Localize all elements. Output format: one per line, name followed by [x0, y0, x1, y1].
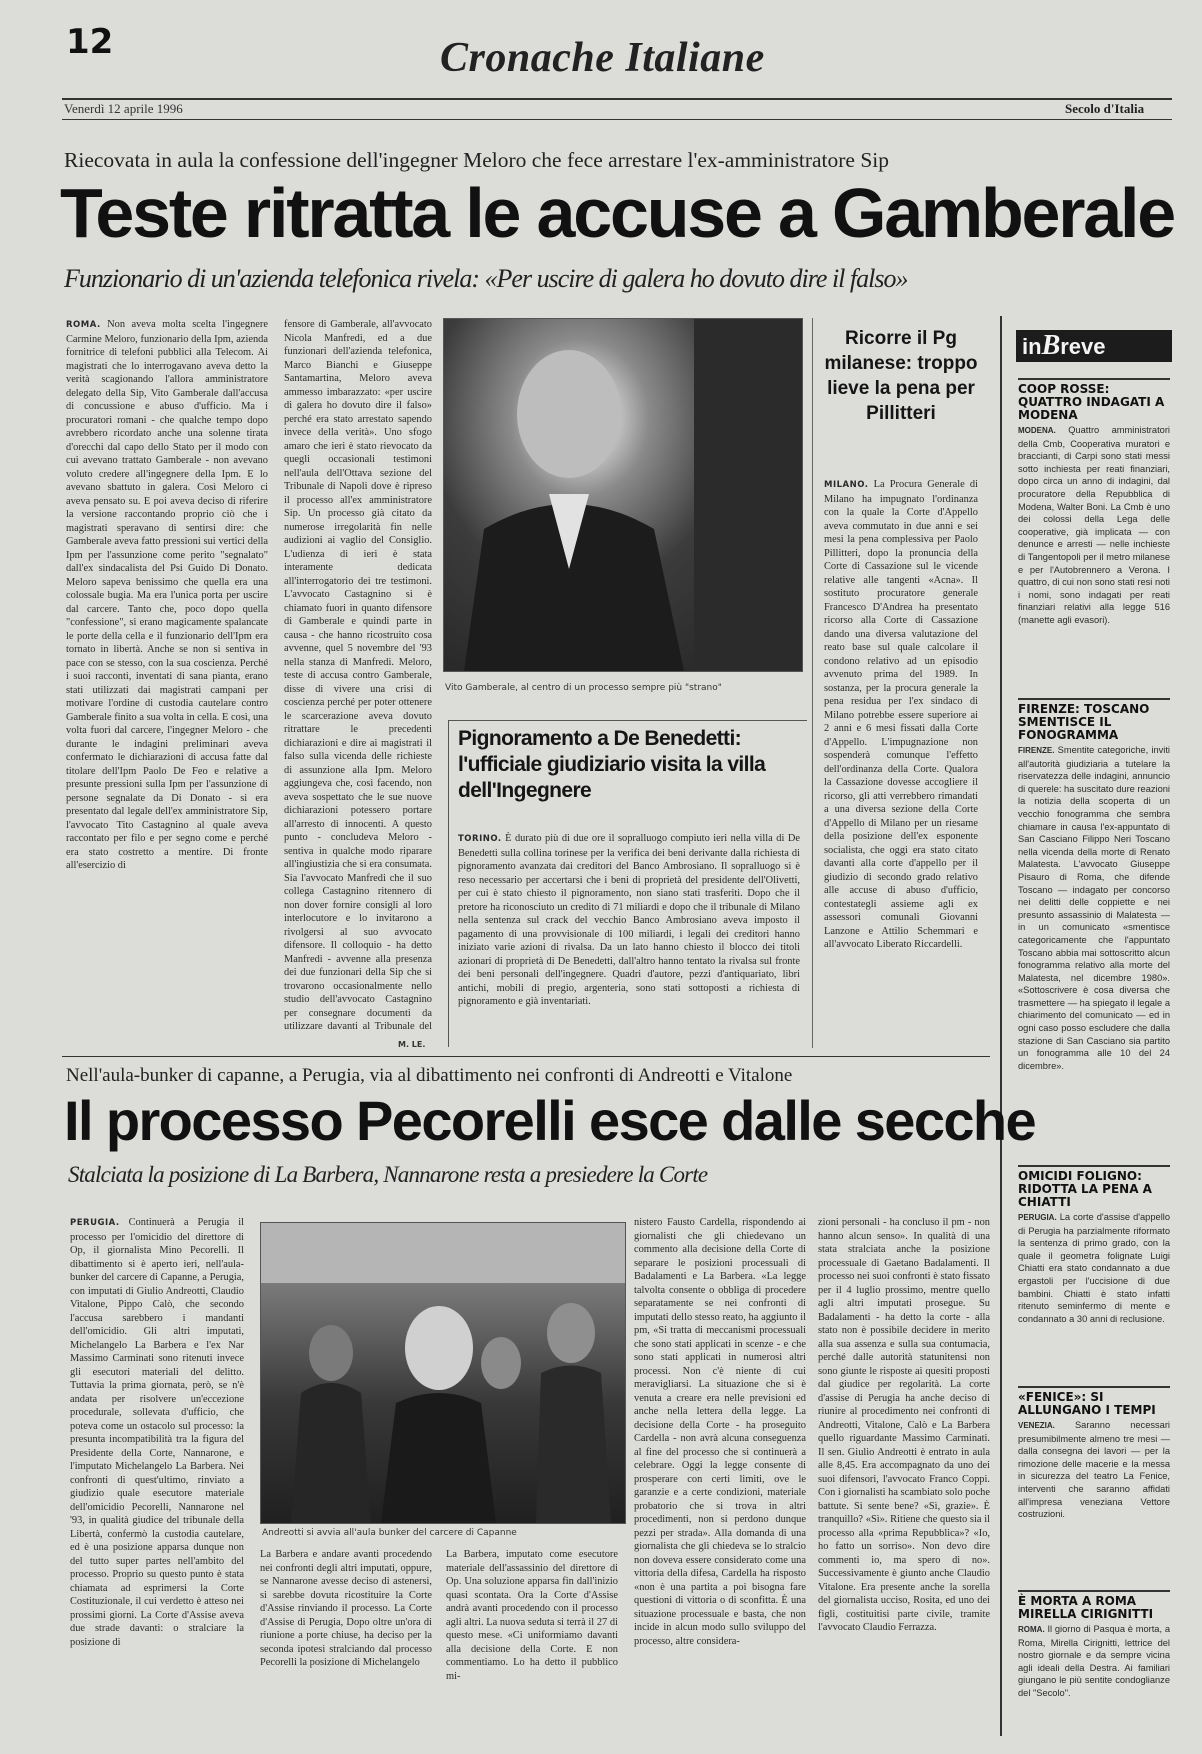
brevi-item-1-title: COOP ROSSE: QUATTRO INDAGATI A MODENA	[1018, 382, 1165, 422]
pillitteri-dateline: MILANO.	[824, 480, 869, 490]
article1-text-col2: fensore di Gamberale, all'avvocato Nicola Manfredi, ed a due funzionari dell'azienda telefonica, Marco Bianchi e Giuseppe Santamartina, Meloro aveva ammesso imbarazzato: «per uscire di galera ho dovuto dire il falso» perché era stato arrestato sapendo invece della verità». Uno sfogo amaro che ieri è stato rievocato da quegli occasionali testimoni nell'aula dell'Ottava sezione del Tribunale di Napoli dove è ripreso il processo all'ex amministratore Sip. Un processo già citato da numerose irregolarità fin nelle audizioni ai vaglio del Consiglio. L'udienza di ieri è stata interamente dedicata all'interrogatorio dei tre testimoni. L'avvocato Castagnino si è chiamato fuori in quanto difensore di Gamberale e quindi parte in causa - che hanno ricostruito cosa avvenne, quel 5 novembre del '93 nella stanza di Manfredi. Meloro, teste di accusa contro Gamberale, disse di vivere una crisi di coscienza perché per poter ottenere le scarcerazione aveva dovuto ritrattare le precedenti dichiarazioni e dire ai magistrati il falso sulla vicenda delle richieste di assunzione alla Ipm. Meloro aggiungeva che, così facendo, non aveva sospettato che le sue nuove dichiarazioni potessero portare all'arresto di innocenti. A questo punto - concludeva Meloro - sentiva in qualche modo riparare all'ingiustizia che si era consumata. Sia l'avvocato Manfredi che il suo collega Castagnino ritennero di non dover fornire consigli al loro interlocutore e lo invitarono a rivolgersi al suo avvocato difensore. Il colloquio - ha detto Manfredi - avvenne alla presenza dei due funzionari della Sip che si trovarono occasionalmente nello studio dell'avvocato Castagnino per consegnare documenti da utilizzare davanti al Tribunale del	[284, 319, 432, 1032]
paper-name: Secolo d'Italia	[1065, 101, 1145, 116]
debenedetti-headline: Pignoramento a De Benedetti: l'ufficiale giudiziario visita la villa dell'Ingegnere	[458, 727, 766, 802]
pillitteri-text-block	[824, 478, 978, 1040]
brevi-item-3-text: La corte d'assise d'appello di Perugia ha parzialmente riformato la sentenza di primo grado, con la quale il geometra folignate Luigi Chiatti era stato condannato a due ergastoli per l'uccisione di due bambini. Chiatti è stato infatti ritenuto seminfermo di mente e condannato a 30 anni di reclusione.	[1018, 1212, 1170, 1324]
brevi-item-4-text: Saranno necessari presumibilmente almeno tre mesi — dalla consegna dei lavori — per la rimozione delle macerie e la messa in sicurezza del teatro La Fenice, interventi che saranno affidati all'impresa veneziana Vettore costruzioni.	[1018, 1420, 1170, 1520]
brevi-item-3-dateline: PERUGIA.	[1018, 1213, 1057, 1222]
brevi-item-4	[1018, 1386, 1170, 1589]
brevi-item-3	[1018, 1165, 1170, 1386]
andreotti-figures	[261, 1223, 625, 1523]
article2-text-col2: La Barbera e andare avanti procedendo nei confronti degli altri imputati, oppure, se Nannarone avesse deciso di astenersi, si sarebbe dovuta ricostituire la Corte d'Assise rinviando il processo. La Corte d'Assise di Perugia, Dopo oltre un'ora di riunione a porte chiuse, ha deciso per la seconda ipotesi stralciando dal processo Pecorelli la posizione di Michelangelo	[260, 1549, 432, 1668]
brevi-item-4-dateline: VENEZIA.	[1018, 1421, 1055, 1430]
article1-signature: M. LE.	[398, 1040, 426, 1049]
gamberale-caption: Vito Gamberale, al centro di un processo sempre più "strano"	[445, 683, 722, 693]
article1-headline: Teste ritratta le accuse a Gamberale	[60, 174, 1175, 252]
article2-rule	[62, 1056, 990, 1057]
article2-kicker: Nell'aula-bunker di capanne, a Perugia, via al dibattimento nei confronti di Andreotti e Vitalone	[66, 1065, 793, 1086]
article1-col2	[284, 318, 432, 1032]
article1-dateline: ROMA.	[66, 320, 101, 330]
masthead-rule	[62, 98, 1172, 100]
brevi-item-5	[1018, 1590, 1170, 1745]
pillitteri-text: La Procura Generale di Milano ha impugnato l'ordinanza con la quale la Corte d'Appello aveva commutato in due anni e sei mesi la pena complessiva per Paolo Pillitteri, dopo la pronuncia della Corte di Cassazione sul le vicende relative alle tangenti «Acna». Il sostituto procuratore generale Francesco D'Andrea ha presentato ricorso alla Corte di Cassazione dando una diversa valutazione del reato base sul quale calcolare il condono relativo ad un episodio avvenuto prima del 1989. In sostanza, per la procura generale la pena residua per l'ex sindaco di Milano potrebbe essere superiore ai 2 anni e 6 mesi fissati dalla Corte d'Appello. L'impugnazione non sospenderà comunque l'effetto dell'ordinanza della Corte. Qualora la Cassazione dovesse accogliere il ricorso, gli atti verrebbero rimandati a una diversa sezione della Corte d'Appello di Milano per un riesame della posizione dell'ex esponente socialista, che oggi era stato citato davanti alla corte d'appello per il giudizio di secondo grado relativo alle accuse di abuso d'ufficio, contestategli assieme agli ex assessori comunali Giovanni Lanzone e Attilio Schemmari e all'avvocato Liberato Riccardelli.	[824, 479, 978, 950]
brevi-item-1-dateline: MODENA.	[1018, 426, 1056, 435]
article2-dateline: PERUGIA.	[70, 1218, 120, 1228]
section-title: Cronache Italiane	[440, 35, 765, 81]
article2-col5	[818, 1216, 990, 1736]
masthead-rule-2	[62, 119, 1172, 120]
brevi-item-1	[1018, 378, 1170, 701]
pillitteri-headline: Ricorre il Pg milanese: troppo lieve la pena per Pillitteri	[824, 328, 978, 424]
brevi-label	[1016, 330, 1172, 362]
article2-text-col1: Continuerà a Perugia il processo per l'omicidio del direttore di Op, il giornalista Mino Pecorelli. Il dibattimento si è aperto ieri, nell'aula-bunker del carcere di Capanne, a Perugia, con imputati di Giulio Andreotti, Claudio Vitalone, Pippo Calò, che secondo l'accusa sarebbero i mandanti dell'omicidio. Gli altri imputati, Michelangelo La Barbera e l'ex Nar Massimo Carminati sono ritenuti invece gli esecutori materiali del delitto. Tuttavia la prima giornata, però, se n'è andata per risolvere un'eccezione procedurale, sollevata d'ufficio, che poteva come un ostacolo sul processo: la presunta incompatibilità tra la figura del Presidente della Corte, Nannarone, e l'imputato Michelangelo La Barbera. Nei confronti di quest'ultimo, rinviato a giudizio quale esecutore materiale dell'omicidio Pecorelli, Nannarone nel '93, in qualità giudice del tribunale della Libertà, confermò la custodia cautelare, ed è una posizione apparsa dunque non del tutto super partes nell'ambito del processo. Proprio su questo punto è stata chiamata ad esprimersi la Corte Costituzionale, il cui verdetto è atteso nei prossimi giorni. La Corte d'Assise aveva due strade davanti: o stralciare la posizione di	[70, 1217, 244, 1648]
brevi-label-rest: reve	[1060, 334, 1106, 359]
article2-text-col4: nistero Fausto Cardella, rispondendo ai giornalisti che gli chiedevano un commento alla decisione della Corte di separare le posizioni processuali di Badalamenti e La Barbera. «La legge talvolta consente o obbliga di procedere separatamente se nei confronti di imputati dello stesso reato, ha aggiunto il pm, «Si tratta di meccanismi processuali che sono stati applicati in scenze - e che sono stati applicati in numerosi altri processi. Non c'è niente di cui meravigliarsi. La situazione che si è venuta a creare era nelle previsioni ed anche nella lettera della legge. La decisione della Corte - ha proseguito Cardella - non avrà alcuna conseguenza al fine del processo che si continuerà a celebrare. Oggi la legge consente di prosperare con certi limiti, ove le garanzie e a certe condizioni, materiale probatorio che si trova in altri procedimenti, non si perdono dunque pezzi per strada». Alla domanda di una giornalista che gli chiedeva se lo stralcio non doveva essere considerato come una vittoria della difesa, Cardella ha risposto «non è una partita a poi bisogna fare questioni di vittoria o di sconfitta. È una situazione processuale e basta, che non incide in alcun modo sullo sviluppo del processo, altre considera-	[634, 1217, 806, 1647]
brevi-item-2-title: FIRENZE: TOSCANO SMENTISCE IL FONOGRAMMA	[1018, 702, 1150, 742]
gamberale-photo	[443, 318, 803, 672]
article2-col4	[634, 1216, 806, 1736]
brevi-item-5-title: È MORTA A ROMA MIRELLA CIRIGNITTI	[1018, 1594, 1154, 1621]
brevi-label-in: in	[1022, 334, 1042, 359]
brevi-item-2-dateline: FIRENZE.	[1018, 746, 1055, 755]
brevi-item-4-title: «FENICE»: SI ALLUNGANO I TEMPI	[1018, 1390, 1156, 1417]
article2-text-col5: zioni personali - ha concluso il pm - non hanno alcun senso». In qualità di una stata stralciata anche la posizione processuale di Gaetano Badalamenti. Il processo nei suoi confronti è stato fissato per il 4 luglio prossimo, mentre quello agli altri imputati prosegue. Su Badalamenti - ha detto la corte - alla stato non è possibile decidere in merito alla sua assenza e sulla sua contumacia, perché dalle autorità statunitensi non sono giunte le risposte ai quesiti proposti dal giudice per regolarità. La corte d'assise di Perugia ha anche deciso di riunire al procedimento nei confronti di Andreotti, Vitalone, Calò e La Barbera quello riguardante Massimo Carminati. Il sen. Giulio Andreotti è entrato in aula alle 8,45. Era accompagnato da uno dei suoi difensori, l'avvocato Franco Coppi. Con i giornalisti ha scambiato solo poche battute. Si sente bene? «Sì, grazie». È tranquillo? «Sì». Ritiene che questo sia il processo alla «prima Repubblica»? «Io, ho fatto un sorriso». Non devo dire commenti io, ma spero di no». Successivamente è giunto anche Claudio Vitalone. Era presente anche la sorella del giornalista ucciso, Rosita, ed uno dei figli, costituitisi parte civile, tramite l'avvocato Claudio Ferrazza.	[818, 1217, 990, 1633]
article1-subhead: Funzionario di un'azienda telefonica rivela: «Per uscire di galera ho dovuto dire il falso»	[64, 264, 908, 293]
article2-col1	[70, 1216, 244, 1736]
article1-text-col1: Non aveva molta scelta l'ingegnere Carmine Meloro, funzionario della Ipm, azienda fornitrice di telefoni pubblici alla Telecom. Ai magistrati che lo interrogavano aveva detto la verità scagionando l'allora amministratore delegato della Sip, Vito Gamberale dall'accusa di concussione e abuso d'ufficio. Ma i procuratori romani - che qualche tempo dopo avrebbero ricordato anche una solenne tirata d'orecchi dal capo dello Stato per il modo con cui avevano trattato Gamberale - non avevano voluto credere all'ingegnere della Ipm. E lo avevano sbattuto in galera. Così Meloro ci aveva pensato su. E poi aveva deciso di riferire la versione raccontando proprio ciò che i magistrati speravano di sentirsi dire: che Gamberale aveva fatto pressioni sui vertici della Ipm per l'assunzione come perito "segnalato" dall'ex sindacalista del Psi Guido Di Donato. Meloro sapeva benissimo che quella era una colossale bugia. Ma era l'unica porta per uscire dal carcere. Tanto che, poco dopo quella "confessione", si erano magicamente spalancate le porte della cella e il funzionario dell'Ipm era tornato in libertà. Anche se non si sentiva in pace con se stesso, con la sua coscienza. Perché i suoi racconti, inventati di sana pianta, erano stati utilizzati dai magistrati campani per motivare l'ordine di custodia cautelare contro Gamberale finito a sua volta in cella. E così, una volta fuori dal carcere, l'ingegner Meloro - che durante le indagini preliminari aveva confermato le dichiarazioni di accusa fatte dal titolare dell'Ipm Paolo De Feo e relative a presunte pressioni sulla Ipm per l'assunzione di persone segnalate da Di Donato - si era presentato dal legale dell'ex amministratore Sip, l'avvocato Tito Castagnino al quale aveva raccontato per filo e per segno come e perché era stato costretto a mentire. Di fronte all'esercizio di	[66, 319, 268, 871]
article1-kicker: Riecovata in aula la confessione dell'ingegner Meloro che fece arrestare l'ex-amministratore Sip	[64, 148, 889, 172]
article2-text-col3: La Barbera, imputato come esecutore materiale dell'assassinio del direttore di Op. Una soluzione apparsa fin dall'inizio quasi scontata. Ora la Corte d'Assise andrà avanti procedendo con il processo agli altri. La nuova seduta si terrà il 27 di questo mese. «Ci uniformiamo davanti alla decisione della Corte. E non commentiamo. Lo ha detto il pubblico mi-	[446, 1549, 618, 1682]
brevi-item-2-text: Smentite categoriche, inviti all'autorità giudiziaria a tutelare la riservatezza delle indagini, annuncio di querele: ha suscitato dure reazioni la notizia della scoperta di un vecchio fonogramma che sembra chiamare in causa l'ex-appuntato di San Casciano Filippo Neri Toscano nella vicenda della morte di Renato Malatesta. L'avvocato Giuseppe Pisauro di Roma, che difende Toscano — indagato per concorso nei delitti delle coppiette e nei presunto assassinio di Malatesta — in un comunicato «smentisce categoricamente che l'appuntato Toscano abbia mai sottoscritto alcun fonogramma relativo alla morte del Malatesta, nel dicembre 1980». «Sottoscrivere è cosa diversa che trasmettere — ha spiegato il legale a chiarimento del comunicato — ed in ogni caso posso escludere che dalla stazione di San Casciano sia partito un fonogramma alle 10 del 24 dicembre».	[1018, 745, 1170, 1071]
brevi-item-5-dateline: ROMA.	[1018, 1625, 1045, 1634]
issue-date: Venerdì 12 aprile 1996	[64, 101, 183, 116]
page-number: 12	[66, 22, 114, 62]
debenedetti-text-block	[458, 832, 800, 1042]
brevi-item-5-text: Il giorno di Pasqua è morta, a Roma, Mirella Cirignitti, lettrice del nostro giornale e da sempre vicina agli ideali della Destra. Ai familiari giungano le più sentite condoglianze del "Secolo".	[1018, 1624, 1170, 1698]
debenedetti-text: È durato più di due ore il sopralluogo compiuto ieri nella villa di De Benedetti sulla collina torinese per la verifica dei beni derivante dalla richiesta di pignoramento avanzata dai creditori del Banco Ambrosiano. Il sopralluogo si è reso necessario per accertarsi che i beni di proprietà del presidente dell'Olivetti, per cui è stato chiesto il pignoramento, non siano stati trasferiti. Dopo che il pretore ha riconosciuto un credito di 71 miliardi e dopo che il tribunale di Milano nella sentenza sul crack del vecchio Banco Ambrosiano aveva imposto il pagamento di una provvisionale di 100 miliardi, i legali dei creditori hanno iniziato varie azioni di rivalsa. Da un lato hanno chiesto il blocco dei titoli azionari di proprietà di De Benedetti, dall'altro hanno tentato la rivalsa sul fronte dei beni personali dell'ingegnere. Quadri d'autore, pezzi d'antiquariato, libri antichi, mobili di pregio, argenteria, sono stati sottoposti a richiesta di pignoramento e già inventariati.	[458, 833, 800, 1007]
debenedetti-dateline: TORINO.	[458, 834, 502, 844]
andreotti-caption: Andreotti si avvia all'aula bunker del carcere di Capanne	[262, 1528, 517, 1538]
article2-headline: Il processo Pecorelli esce dalle secche	[64, 1089, 1036, 1152]
brevi-item-1-text: Quattro amministratori della Cmb, Cooperativa muratori e braccianti, di Carpi sono stati messi sotto inchiesta per reati finanziari, dopo circa un anno di indagini, dal procuratore della Repubblica di Modena, Walter Boni. La Cmb è uno dei colossi della Lega delle cooperative, già implicata — con denunce e arresti — nelle inchieste di Tangentopoli per il metro milanese e per l'Autobrennero a Verona. I quattro, di cui non sono stati resi noti i nomi, sono indagati per reati finanziari relativi alla legge 516 (manette agli evasori).	[1018, 425, 1170, 625]
andreotti-photo	[260, 1222, 626, 1524]
article2-col3	[446, 1548, 618, 1736]
article2-subhead: Stalciata la posizione di La Barbera, Nannarone resta a presiedere la Corte	[68, 1162, 708, 1187]
brevi-item-2	[1018, 698, 1170, 1163]
gamberale-figure	[444, 319, 802, 671]
brevi-label-b: B	[1041, 330, 1061, 361]
article1-col1	[66, 318, 268, 1052]
article2-col2	[260, 1548, 432, 1736]
brevi-item-3-title: OMICIDI FOLIGNO: RIDOTTA LA PENA A CHIATTI	[1018, 1169, 1152, 1209]
